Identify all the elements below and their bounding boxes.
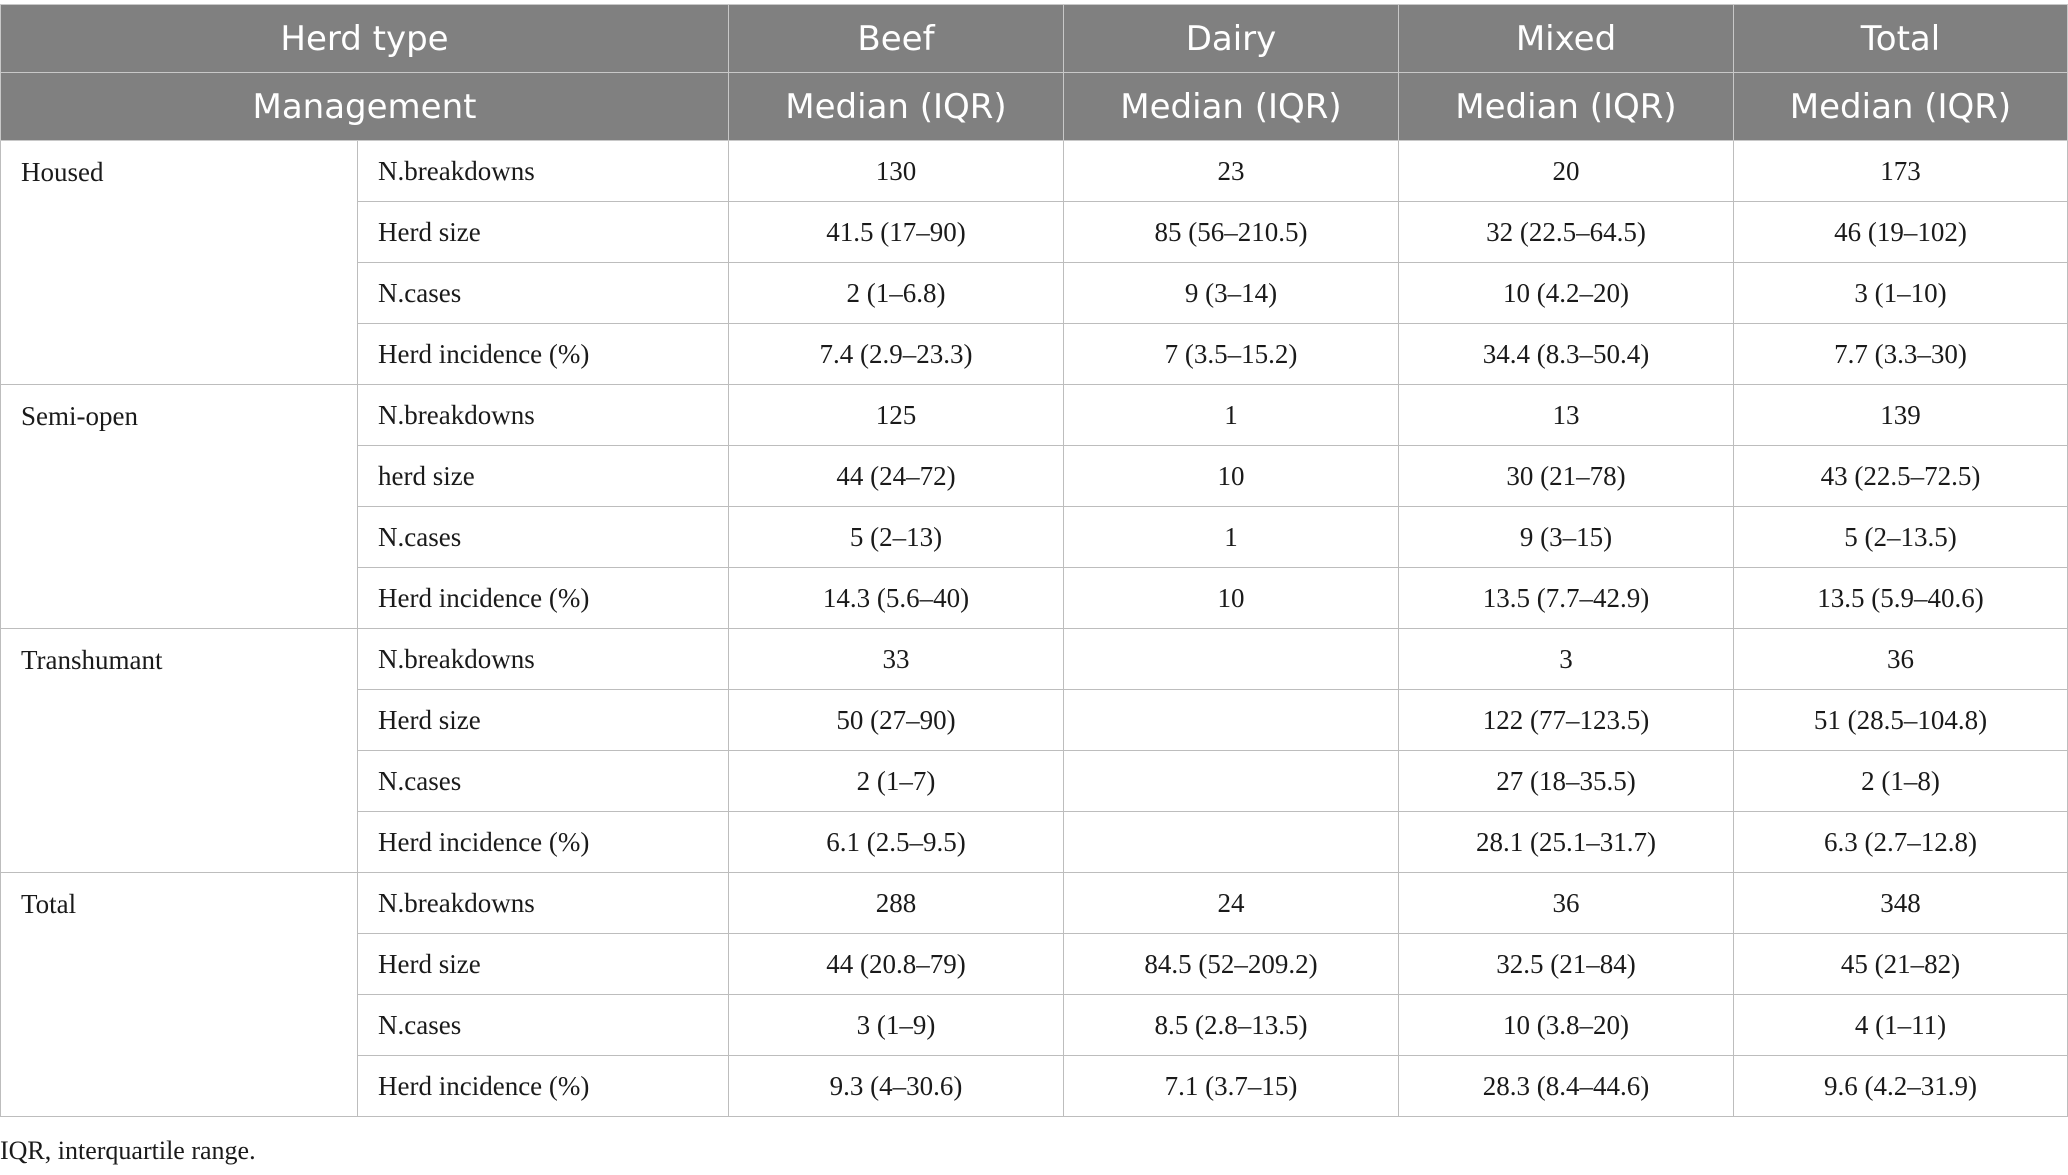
cell-total: 5 (2–13.5) xyxy=(1734,507,2068,568)
header-total-stat: Median (IQR) xyxy=(1734,73,2068,141)
header-row-herd-type xyxy=(1,5,2068,73)
management-group-label: Housed xyxy=(1,141,358,385)
metric-label: Herd incidence (%) xyxy=(358,812,729,873)
cell-dairy: 7.1 (3.7–15) xyxy=(1064,1056,1399,1117)
cell-beef: 2 (1–6.8) xyxy=(729,263,1064,324)
cell-total: 348 xyxy=(1734,873,2068,934)
cell-total: 3 (1–10) xyxy=(1734,263,2068,324)
metric-label: N.breakdowns xyxy=(358,873,729,934)
cell-dairy: 84.5 (52–209.2) xyxy=(1064,934,1399,995)
cell-beef: 3 (1–9) xyxy=(729,995,1064,1056)
metric-label: Herd size xyxy=(358,202,729,263)
table-row xyxy=(1,141,2068,202)
cell-beef: 9.3 (4–30.6) xyxy=(729,1056,1064,1117)
table-row xyxy=(1,385,2068,446)
cell-mixed: 3 xyxy=(1399,629,1734,690)
cell-beef: 2 (1–7) xyxy=(729,751,1064,812)
cell-dairy: 1 xyxy=(1064,385,1399,446)
metric-label: Herd size xyxy=(358,934,729,995)
cell-dairy xyxy=(1064,812,1399,873)
cell-mixed: 9 (3–15) xyxy=(1399,507,1734,568)
metric-label: herd size xyxy=(358,446,729,507)
cell-dairy: 24 xyxy=(1064,873,1399,934)
metric-label: N.breakdowns xyxy=(358,629,729,690)
cell-total: 46 (19–102) xyxy=(1734,202,2068,263)
cell-total: 6.3 (2.7–12.8) xyxy=(1734,812,2068,873)
header-total: Total xyxy=(1734,5,2068,73)
cell-mixed: 28.3 (8.4–44.6) xyxy=(1399,1056,1734,1117)
header-row-management xyxy=(1,73,2068,141)
metric-label: Herd incidence (%) xyxy=(358,568,729,629)
cell-beef: 125 xyxy=(729,385,1064,446)
cell-total: 9.6 (4.2–31.9) xyxy=(1734,1056,2068,1117)
metric-label: N.cases xyxy=(358,995,729,1056)
cell-total: 51 (28.5–104.8) xyxy=(1734,690,2068,751)
cell-beef: 44 (24–72) xyxy=(729,446,1064,507)
metric-label: Herd incidence (%) xyxy=(358,324,729,385)
cell-total: 13.5 (5.9–40.6) xyxy=(1734,568,2068,629)
cell-beef: 130 xyxy=(729,141,1064,202)
header-herd-type: Herd type xyxy=(1,5,729,73)
cell-mixed: 27 (18–35.5) xyxy=(1399,751,1734,812)
cell-mixed: 36 xyxy=(1399,873,1734,934)
cell-dairy: 10 xyxy=(1064,446,1399,507)
table-row xyxy=(1,873,2068,934)
cell-mixed: 10 (4.2–20) xyxy=(1399,263,1734,324)
summary-table xyxy=(0,4,2068,1117)
cell-mixed: 32 (22.5–64.5) xyxy=(1399,202,1734,263)
table-body xyxy=(1,141,2068,1117)
cell-total: 173 xyxy=(1734,141,2068,202)
cell-dairy xyxy=(1064,751,1399,812)
table-footnote: IQR, interquartile range. xyxy=(0,1136,256,1165)
cell-beef: 288 xyxy=(729,873,1064,934)
metric-label: N.cases xyxy=(358,751,729,812)
cell-dairy: 8.5 (2.8–13.5) xyxy=(1064,995,1399,1056)
cell-dairy: 9 (3–14) xyxy=(1064,263,1399,324)
header-dairy-stat: Median (IQR) xyxy=(1064,73,1399,141)
cell-beef: 44 (20.8–79) xyxy=(729,934,1064,995)
cell-beef: 6.1 (2.5–9.5) xyxy=(729,812,1064,873)
cell-mixed: 30 (21–78) xyxy=(1399,446,1734,507)
cell-dairy xyxy=(1064,690,1399,751)
cell-beef: 14.3 (5.6–40) xyxy=(729,568,1064,629)
cell-beef: 50 (27–90) xyxy=(729,690,1064,751)
header-mixed-stat: Median (IQR) xyxy=(1399,73,1734,141)
cell-mixed: 13 xyxy=(1399,385,1734,446)
cell-mixed: 28.1 (25.1–31.7) xyxy=(1399,812,1734,873)
header-dairy: Dairy xyxy=(1064,5,1399,73)
cell-total: 45 (21–82) xyxy=(1734,934,2068,995)
metric-label: N.cases xyxy=(358,507,729,568)
management-group-label: Total xyxy=(1,873,358,1117)
metric-label: Herd size xyxy=(358,690,729,751)
cell-total: 4 (1–11) xyxy=(1734,995,2068,1056)
cell-beef: 5 (2–13) xyxy=(729,507,1064,568)
cell-dairy xyxy=(1064,629,1399,690)
header-beef: Beef xyxy=(729,5,1064,73)
cell-dairy: 23 xyxy=(1064,141,1399,202)
cell-mixed: 10 (3.8–20) xyxy=(1399,995,1734,1056)
table-header xyxy=(1,5,2068,141)
cell-beef: 7.4 (2.9–23.3) xyxy=(729,324,1064,385)
table-row xyxy=(1,629,2068,690)
header-management: Management xyxy=(1,73,729,141)
metric-label: N.breakdowns xyxy=(358,385,729,446)
cell-dairy: 10 xyxy=(1064,568,1399,629)
cell-dairy: 7 (3.5–15.2) xyxy=(1064,324,1399,385)
metric-label: N.cases xyxy=(358,263,729,324)
cell-mixed: 13.5 (7.7–42.9) xyxy=(1399,568,1734,629)
cell-dairy: 85 (56–210.5) xyxy=(1064,202,1399,263)
cell-total: 139 xyxy=(1734,385,2068,446)
cell-mixed: 32.5 (21–84) xyxy=(1399,934,1734,995)
cell-dairy: 1 xyxy=(1064,507,1399,568)
cell-total: 7.7 (3.3–30) xyxy=(1734,324,2068,385)
cell-beef: 33 xyxy=(729,629,1064,690)
management-group-label: Semi-open xyxy=(1,385,358,629)
metric-label: N.breakdowns xyxy=(358,141,729,202)
header-mixed: Mixed xyxy=(1399,5,1734,73)
management-group-label: Transhumant xyxy=(1,629,358,873)
cell-total: 36 xyxy=(1734,629,2068,690)
cell-mixed: 34.4 (8.3–50.4) xyxy=(1399,324,1734,385)
cell-mixed: 20 xyxy=(1399,141,1734,202)
cell-mixed: 122 (77–123.5) xyxy=(1399,690,1734,751)
cell-total: 43 (22.5–72.5) xyxy=(1734,446,2068,507)
metric-label: Herd incidence (%) xyxy=(358,1056,729,1117)
header-beef-stat: Median (IQR) xyxy=(729,73,1064,141)
cell-total: 2 (1–8) xyxy=(1734,751,2068,812)
cell-beef: 41.5 (17–90) xyxy=(729,202,1064,263)
